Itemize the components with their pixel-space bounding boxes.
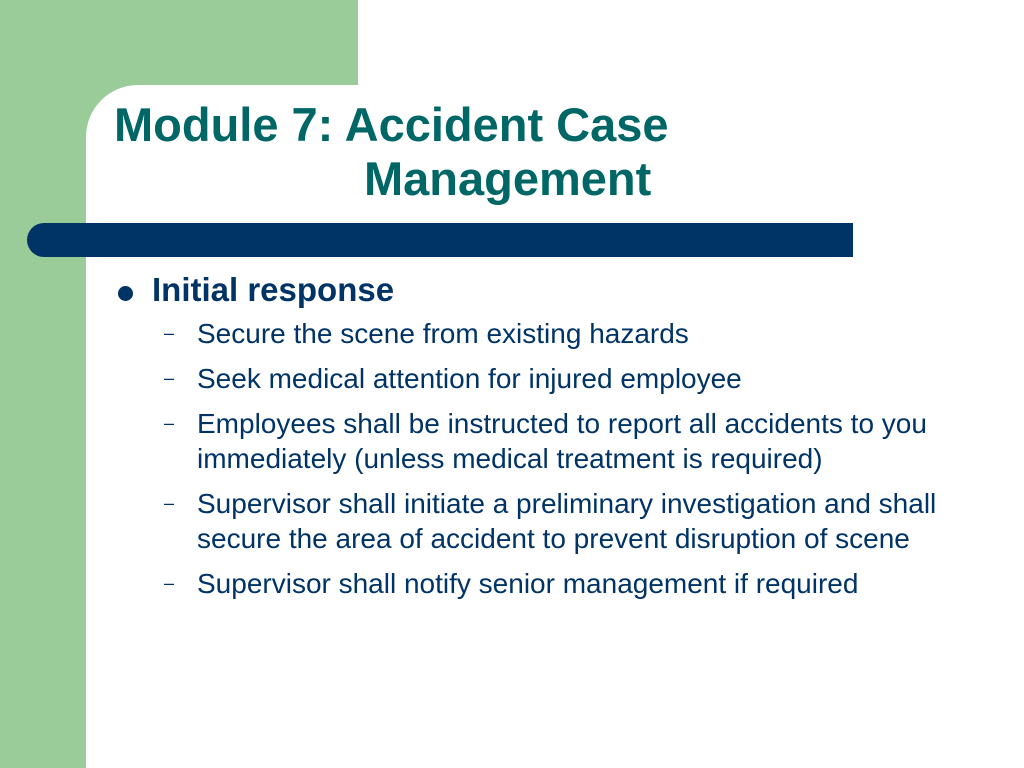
title-line-2: Management [364, 152, 652, 205]
sub-bullet-item [112, 566, 1002, 601]
sub-bullet-text: Supervisor shall notify senior management if required [197, 568, 859, 599]
dash-icon: – [164, 573, 175, 593]
dash-icon: – [164, 323, 175, 343]
dash-icon: – [164, 413, 175, 433]
sub-bullet-text: Employees shall be instructed to report all accidents to you immediately (unless medical treatment is required) [197, 408, 927, 474]
title-rule-bar [27, 223, 853, 257]
title-line-1: Module 7: Accident Case [114, 98, 669, 151]
bullet-text: Initial response [152, 271, 395, 308]
slide-body [112, 268, 1002, 611]
sub-bullet-item [112, 316, 1002, 351]
sub-bullet-text: Supervisor shall initiate a preliminary investigation and shall secure the area of accident to prevent disruption of scene [197, 488, 937, 554]
sub-bullet-item [112, 361, 1002, 396]
sub-bullet-text: Secure the scene from existing hazards [197, 318, 689, 349]
slide-title [114, 98, 834, 206]
sub-bullet-item [112, 486, 1002, 556]
sub-bullet-list [112, 316, 1002, 601]
white-top-area [358, 0, 1024, 90]
sub-bullet-text: Seek medical attention for injured employee [197, 363, 742, 394]
sub-bullet-item [112, 406, 1002, 476]
bullet-initial-response [112, 268, 1002, 312]
dash-icon: – [164, 368, 175, 388]
round-bullet-icon [118, 286, 133, 301]
dash-icon: – [164, 493, 175, 513]
